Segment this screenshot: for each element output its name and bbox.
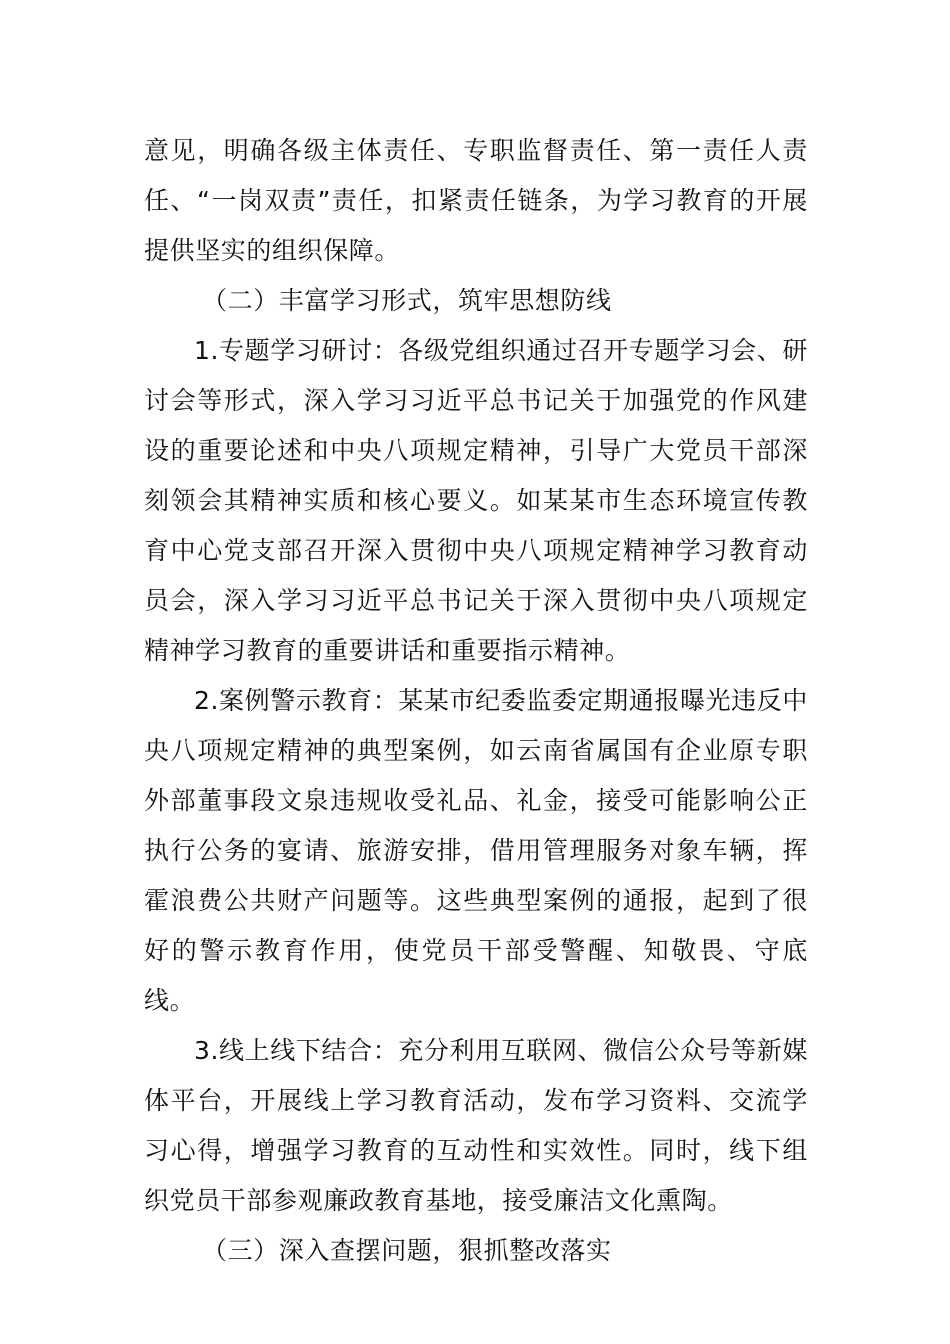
section-heading-3: （三）深入查摆问题，狠抓整改落实 bbox=[202, 1236, 612, 1265]
document-body bbox=[144, 126, 808, 1276]
paragraph-online-offline: 3.线上线下结合：充分利用互联网、微信公众号等新媒体平台，开展线上学习教育活动，发布学习资料、交流学习心得，增强学习教育的互动性和实效性。同时，线下组织党员干部参观廉政教育基地，接受廉洁文化熏陶。 bbox=[144, 1036, 808, 1215]
paragraph-case-warning: 2.案例警示教育：某某市纪委监委定期通报曝光违反中央八项规定精神的典型案例，如云南省属国有企业原专职外部董事段文泉违规收受礼品、礼金，接受可能影响公正执行公务的宴请、旅游安排，借用管理服务对象车辆，挥霍浪费公共财产问题等。这些典型案例的通报，起到了很好的警示教育作用，使党员干部受警醒、知敬畏、守底线。 bbox=[144, 686, 808, 1015]
paragraph-topic-study: 1.专题学习研讨：各级党组织通过召开专题学习会、研讨会等形式，深入学习习近平总书记关于加强党的作风建设的重要论述和中央八项规定精神，引导广大党员干部深刻领会其精神实质和核心要义。如某某市生态环境宣传教育中心党支部召开深入贯彻中央八项规定精神学习教育动员会，深入学习习近平总书记关于深入贯彻中央八项规定精神学习教育的重要讲话和重要指示精神。 bbox=[144, 336, 808, 665]
paragraph-continuation: 意见，明确各级主体责任、专职监督责任、第一责任人责任、“一岗双责”责任，扣紧责任链条，为学习教育的开展提供坚实的组织保障。 bbox=[144, 136, 808, 265]
section-heading-2: （二）丰富学习形式，筑牢思想防线 bbox=[202, 286, 612, 315]
